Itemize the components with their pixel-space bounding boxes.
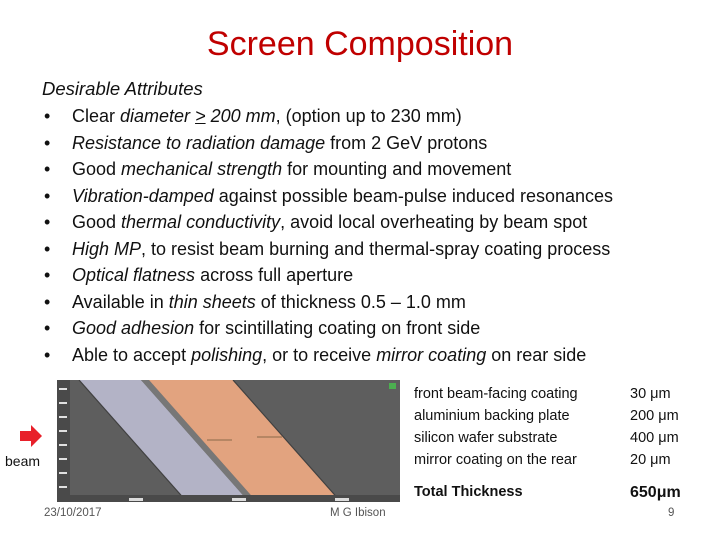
- attribute-text: diameter: [120, 106, 196, 126]
- attribute-text: Optical flatness: [72, 265, 196, 285]
- layer-name: silicon wafer substrate: [414, 430, 558, 446]
- bullet-icon: •: [44, 106, 51, 126]
- attribute-text: polishing: [191, 344, 263, 365]
- attribute-text: , (option up to 230 mm): [275, 106, 462, 126]
- attribute-text: Good: [72, 159, 122, 179]
- attribute-item: [42, 289, 712, 316]
- attribute-text: against possible beam-pulse induced resonances: [213, 185, 614, 206]
- attribute-text: across full aperture: [195, 265, 354, 285]
- layer-thickness: 200 μm: [630, 408, 679, 424]
- attribute-text: for mounting and movement: [282, 159, 512, 179]
- attribute-item: [42, 236, 712, 263]
- attribute-text: Clear: [72, 106, 121, 126]
- total-thickness-label: Total Thickness: [414, 484, 523, 500]
- attribute-item: [42, 262, 712, 289]
- attribute-text: of thickness 0.5 – 1.0 mm: [255, 291, 466, 312]
- footer-date: 23/10/2017: [44, 507, 102, 519]
- attribute-text: Able to accept: [72, 344, 192, 365]
- attribute-item: [42, 183, 712, 210]
- bullet-icon: •: [44, 159, 51, 179]
- attribute-text: Available in: [72, 291, 169, 312]
- attribute-text: Vibration-damped: [72, 185, 214, 206]
- left-ruler: [57, 380, 70, 502]
- beam-label: beam: [5, 453, 41, 469]
- bullet-icon: •: [44, 185, 51, 206]
- attribute-item: [42, 156, 712, 183]
- slide-title: Screen Composition: [206, 25, 514, 63]
- attribute-text: , avoid local overheating by beam spot: [280, 212, 588, 232]
- bottom-ruler: [57, 495, 400, 502]
- attribute-text: High MP: [72, 238, 142, 259]
- bullet-icon: •: [44, 318, 51, 338]
- attribute-text: on rear side: [486, 344, 587, 365]
- attributes-heading: Desirable Attributes: [42, 78, 203, 99]
- attribute-text: for scintillating coating on front side: [194, 318, 481, 338]
- cross-section-layers: [57, 380, 400, 502]
- bullet-icon: •: [44, 238, 51, 259]
- bullet-icon: •: [44, 212, 51, 232]
- attribute-item: [42, 315, 712, 342]
- footer-page-number: 9: [668, 507, 675, 519]
- attribute-text: 200 mm: [205, 106, 276, 126]
- layer-row: [414, 427, 704, 449]
- layer-thickness: 20 μm: [630, 452, 671, 468]
- screen-cross-section-image: [57, 380, 400, 502]
- attribute-text: mechanical strength: [121, 159, 283, 179]
- attribute-text: thermal conductivity: [121, 212, 281, 232]
- bullet-icon: •: [44, 132, 51, 153]
- layer-name: aluminium backing plate: [414, 408, 570, 424]
- bullet-icon: •: [44, 291, 51, 312]
- layer-thickness: 400 μm: [630, 430, 679, 446]
- attribute-item: [42, 209, 712, 236]
- layer-row: [414, 449, 704, 471]
- attribute-text: Resistance to radiation damage: [72, 132, 326, 153]
- attribute-text: from 2 GeV protons: [325, 132, 488, 153]
- total-thickness-value: 650μm: [630, 484, 681, 501]
- attribute-item: [42, 342, 712, 369]
- layer-row: [414, 383, 704, 405]
- bullet-icon: •: [44, 344, 51, 365]
- beam-arrow-icon: [20, 425, 42, 447]
- attributes-list: [42, 103, 712, 368]
- total-thickness-row: [414, 484, 704, 500]
- layer-thickness: 30 μm: [630, 386, 671, 402]
- attribute-text: >: [195, 106, 206, 126]
- attribute-text: Good adhesion: [72, 318, 195, 338]
- layer-table: [414, 383, 704, 471]
- attribute-text: , to resist beam burning and thermal-spray coating process: [141, 238, 611, 259]
- attribute-text: Good: [72, 212, 122, 232]
- attribute-text: , or to receive: [262, 344, 377, 365]
- layer-name: mirror coating on the rear: [414, 452, 577, 468]
- bullet-icon: •: [44, 265, 51, 285]
- attribute-item: [42, 130, 712, 157]
- layer-row: [414, 405, 704, 427]
- layer-name: front beam-facing coating: [414, 386, 578, 402]
- attribute-text: thin sheets: [168, 291, 256, 312]
- footer-author: M G Ibison: [330, 507, 386, 519]
- attribute-text: mirror coating: [376, 344, 487, 365]
- attribute-item: [42, 103, 712, 130]
- green-marker: [389, 383, 396, 389]
